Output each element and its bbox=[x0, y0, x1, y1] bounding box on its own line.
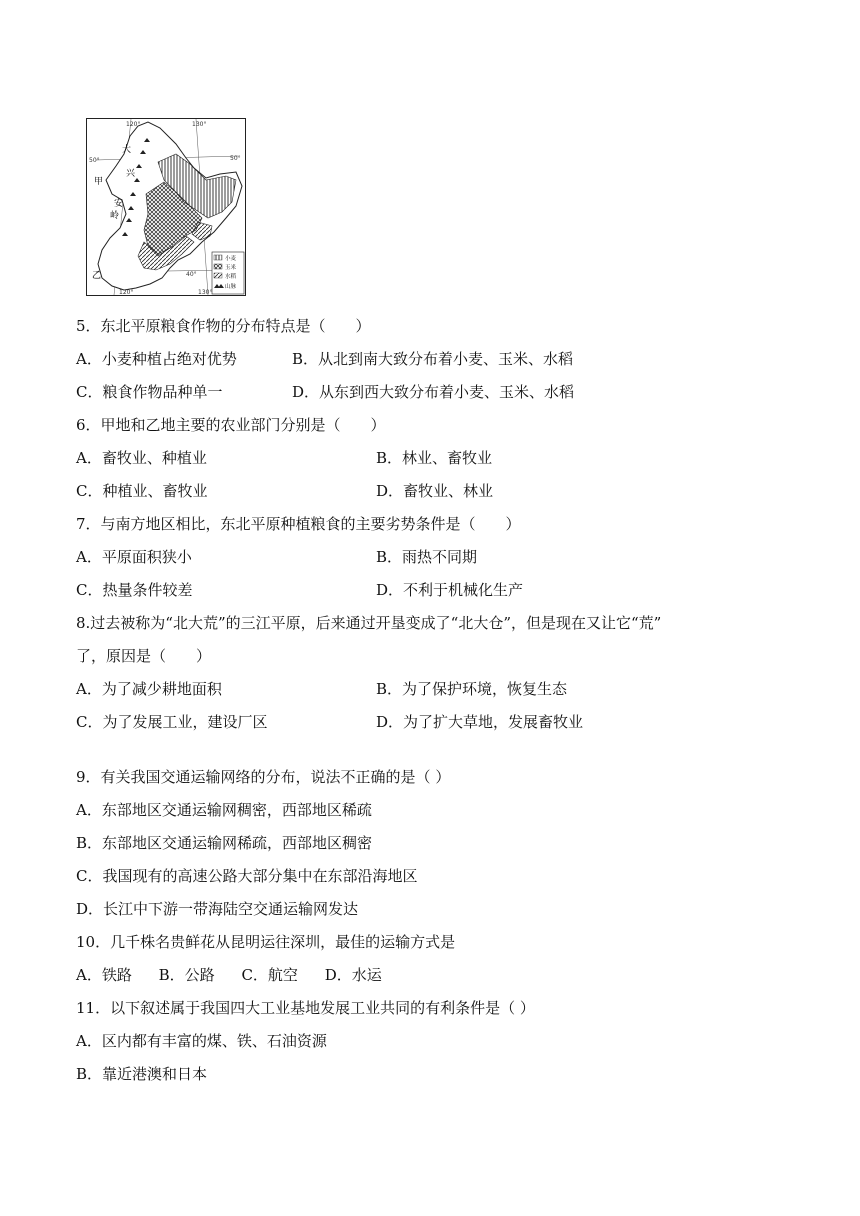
option-a: A．铁路 bbox=[76, 966, 132, 984]
option-b: B．公路 bbox=[158, 966, 215, 984]
lon-label: 120° bbox=[119, 289, 134, 296]
option-b: B．东部地区交通运输网稀疏，西部地区稠密 bbox=[76, 834, 373, 852]
lat-label: 40° bbox=[186, 271, 197, 278]
option-c: C．航空 bbox=[241, 966, 298, 984]
option-b: B．为了保护环境，恢复生态 bbox=[376, 680, 568, 698]
question-7-options-row-1 bbox=[76, 541, 816, 574]
option-a: A．区内都有丰富的煤、铁、石油资源 bbox=[76, 1032, 327, 1050]
option-a: A．畜牧业、种植业 bbox=[76, 449, 207, 467]
option-c: C．粮食作物品种单一 bbox=[76, 383, 223, 401]
lon-label: 120° bbox=[126, 121, 141, 128]
lat-label: 50° bbox=[230, 155, 241, 162]
place-label: 岭 bbox=[110, 211, 120, 221]
question-10-options bbox=[76, 959, 816, 992]
section-gap bbox=[76, 739, 816, 761]
option-c: C．种植业、畜牧业 bbox=[76, 482, 208, 500]
question-5-stem: 5．东北平原粮食作物的分布特点是（ ） bbox=[76, 317, 371, 335]
option-a: A．平原面积狭小 bbox=[76, 548, 192, 566]
option-c: C．热量条件较差 bbox=[76, 581, 193, 599]
question-5-options-row-2 bbox=[76, 376, 816, 409]
legend-wheat: 小麦 bbox=[225, 256, 237, 262]
option-d: D．从东到西大致分布着小麦、玉米、水稻 bbox=[292, 383, 575, 401]
question-6-options-row-2 bbox=[76, 475, 816, 508]
option-c: C．我国现有的高速公路大部分集中在东部沿海地区 bbox=[76, 867, 418, 885]
question-list bbox=[76, 310, 816, 1091]
option-d: D．长江中下游一带海陆空交通运输网发达 bbox=[76, 900, 359, 918]
northeast-plain-crop-map bbox=[86, 118, 246, 296]
option-a: A．为了减少耕地面积 bbox=[76, 680, 222, 698]
place-label-jia: 甲 bbox=[94, 177, 104, 187]
place-label: 兴 bbox=[126, 169, 136, 179]
map-legend bbox=[212, 252, 244, 294]
question-8-stem-line-2: 了，原因是（ ） bbox=[76, 647, 212, 665]
option-a: A．东部地区交通运输网稠密，西部地区稀疏 bbox=[76, 801, 372, 819]
option-d: D．水运 bbox=[324, 966, 382, 984]
option-b: B．从北到南大致分布着小麦、玉米、水稻 bbox=[292, 350, 574, 368]
question-11-stem: 11．以下叙述属于我国四大工业基地发展工业共同的有利条件是（ ） bbox=[76, 999, 535, 1017]
place-label: 大 bbox=[122, 145, 132, 155]
option-c: C．为了发展工业，建设厂区 bbox=[76, 713, 268, 731]
legend-rice: 水稻 bbox=[225, 274, 237, 280]
question-10-stem: 10．几千株名贵鲜花从昆明运往深圳，最佳的运输方式是 bbox=[76, 933, 456, 951]
place-label: 安 bbox=[114, 199, 124, 209]
option-b: B．雨热不同期 bbox=[376, 548, 478, 566]
question-7-stem: 7．与南方地区相比，东北平原种植粮食的主要劣势条件是（ ） bbox=[76, 515, 521, 533]
question-6-options-row-1 bbox=[76, 442, 816, 475]
option-b: B．靠近港澳和日本 bbox=[76, 1065, 208, 1083]
option-d: D．为了扩大草地，发展畜牧业 bbox=[376, 713, 584, 731]
question-7-options-row-2 bbox=[76, 574, 816, 607]
question-9-stem: 9．有关我国交通运输网络的分布，说法不正确的是（ ） bbox=[76, 768, 451, 786]
option-d: D．不利于机械化生产 bbox=[376, 581, 524, 599]
lon-label: 130° bbox=[192, 121, 207, 128]
question-6-stem: 6．甲地和乙地主要的农业部门分别是（ ） bbox=[76, 416, 386, 434]
legend-corn: 玉米 bbox=[225, 265, 237, 271]
question-8-stem-line-1: 8.过去被称为“北大荒”的三江平原，后来通过开垦变成了“北大仓”，但是现在又让它“荒” bbox=[76, 614, 662, 632]
question-8-options-row-1 bbox=[76, 673, 816, 706]
option-a: A．小麦种植占绝对优势 bbox=[76, 350, 237, 368]
question-5-options-row-1 bbox=[76, 343, 816, 376]
place-label-yi: 乙 bbox=[92, 271, 102, 281]
legend-mountain: 山脉 bbox=[225, 284, 237, 290]
question-8-options-row-2 bbox=[76, 706, 816, 739]
lon-label: 130° bbox=[198, 289, 213, 296]
option-d: D．畜牧业、林业 bbox=[376, 482, 494, 500]
option-b: B．林业、畜牧业 bbox=[376, 449, 493, 467]
lat-label: 50° bbox=[89, 157, 100, 164]
